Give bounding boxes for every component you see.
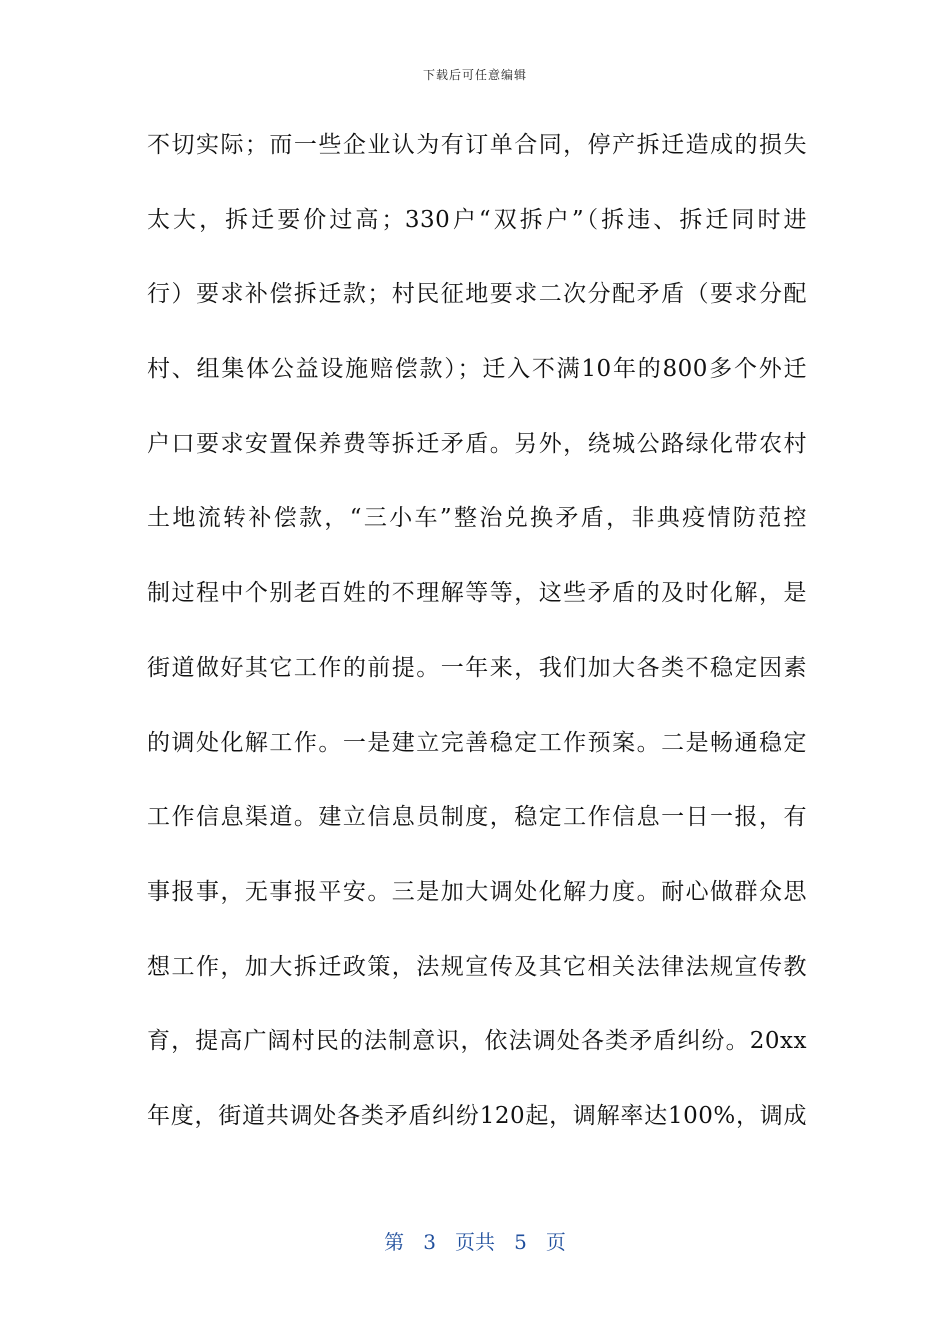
- body-line: 想工作，加大拆迁政策，法规宣传及其它相关法律法规宣传教: [147, 953, 807, 980]
- total-pages-number: 5: [514, 1230, 527, 1254]
- footer-middle: 页共: [455, 1230, 495, 1254]
- body-line: 户口要求安置保养费等拆迁矛盾。另外，绕城公路绿化带农村: [147, 430, 807, 457]
- body-line: 事报事，无事报平安。三是加大调处化解力度。耐心做群众思: [147, 878, 807, 905]
- footer-prefix: 第: [384, 1230, 405, 1254]
- body-line: 行）要求补偿拆迁款；村民征地要求二次分配矛盾（要求分配: [147, 281, 807, 308]
- body-line: 太大，拆迁要价过高；330户“双拆户”（拆违、拆迁同时进: [147, 206, 807, 233]
- body-line: 村、组集体公益设施赔偿款）；迁入不满10年的800多个外迁: [147, 356, 807, 383]
- body-line: 年度，街道共调处各类矛盾纠纷120起，调解率达100%，调成: [147, 1102, 807, 1129]
- header-note: 下载后可任意编辑: [422, 68, 527, 82]
- footer-suffix: 页: [545, 1230, 566, 1254]
- document-body: [147, 120, 807, 1166]
- body-line: 的调处化解工作。一是建立完善稳定工作预案。二是畅通稳定: [147, 729, 807, 756]
- body-line: 土地流转补偿款，“三小车”整治兑换矛盾，非典疫情防范控: [147, 505, 807, 532]
- page-number-footer: [0, 1226, 950, 1255]
- body-line: 制过程中个别老百姓的不理解等等，这些矛盾的及时化解，是: [147, 580, 807, 607]
- body-line: 工作信息渠道。建立信息员制度，稳定工作信息一日一报，有: [147, 804, 807, 831]
- body-line: 不切实际；而一些企业认为有订单合同，停产拆迁造成的损失: [147, 132, 807, 158]
- body-line: 街道做好其它工作的前提。一年来，我们加大各类不稳定因素: [147, 654, 807, 681]
- body-line: 育，提高广阔村民的法制意识，依法调处各类矛盾纠纷。20xx: [147, 1028, 807, 1055]
- current-page-number: 3: [423, 1230, 436, 1254]
